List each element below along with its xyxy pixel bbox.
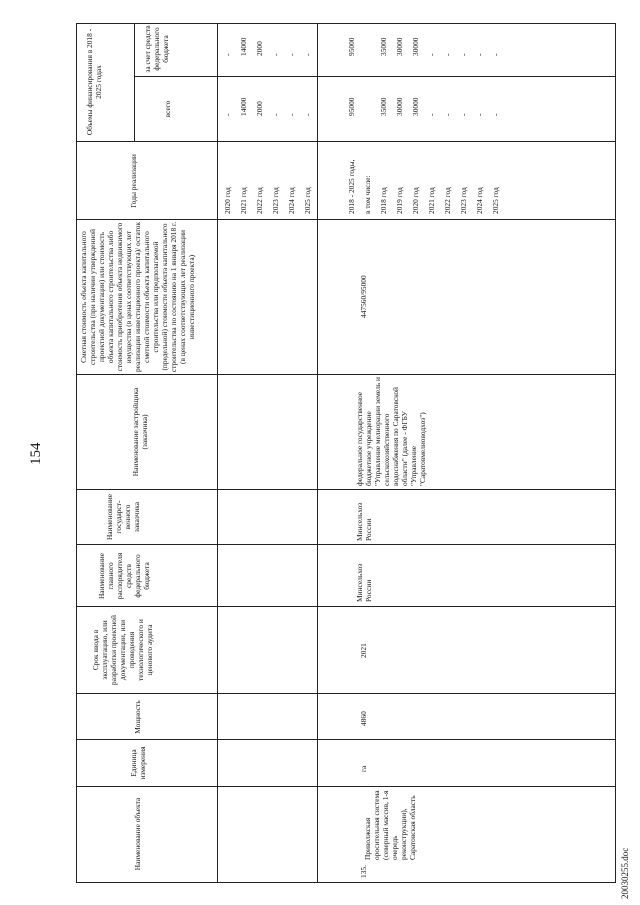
carry-total: - [223,113,232,116]
carry-year: 2021 год [239,187,248,214]
col-divider [77,786,615,787]
carry-federal: - [303,53,312,56]
schedule-total: 30000 [395,97,404,116]
schedule-federal: 30000 [411,37,420,56]
header-developer: Наименование застройщика (заказчика) [131,387,149,477]
carry-total: - [271,113,280,116]
header-capacity: Мощность [133,700,142,734]
page-number: 154 [28,442,44,465]
carry-year: 2020 год [223,187,232,214]
developer: федеральное государственное бюджетное учреждение "Управление мелиорации земель и сельскохозяйственного водоснабжения по Саратовской области" (далее - ФГБУ "Управление "Саратовмелиоводхоз") [355,377,427,486]
unit: га [359,765,368,772]
schedule-year: 2025 год [491,187,500,214]
schedule-year: 2021 год [427,187,436,214]
schedule-year: 2022 год [443,187,452,214]
commissioning: 2021 [359,643,368,658]
schedule-total: - [491,113,500,116]
col-divider [134,76,615,77]
carry-total: - [287,113,296,116]
schedule-federal: - [475,53,484,56]
schedule-federal: 30000 [395,37,404,56]
funding-group-divider [134,24,135,142]
financing-table [76,23,616,883]
header-funding-group: Объемы финансирования в 2018 - 2025 годах [85,28,103,136]
carry-total: 2000 [255,101,264,116]
schedule-federal: - [459,53,468,56]
header-years: Годы реализации [129,154,138,208]
col-divider [77,219,615,220]
main-manager: Минсельхоз России [355,563,373,602]
schedule-federal: 95000 [347,37,356,56]
schedule-total: - [459,113,468,116]
schedule-year: 2019 год [395,187,404,214]
schedule-federal: - [491,53,500,56]
header-unit: Единица измерения [129,746,147,780]
col-divider [77,606,615,607]
header-state-customer: Наименование государст-венного заказчика [105,493,141,541]
header-main-manager: Наименование главного распорядителя средств федерального бюджета [97,552,151,600]
col-divider [77,374,615,375]
header-estimated-cost: Сметная стоимость объекта капитального строительства (при наличии утвержденной проектной документации) или стоимость объекта капитального строительства либо стоимость приобретения объекта недвижимого имущества (в ценах соответствующих лет реализации инвестиционного проекта)/ остаток сметной стоимости объекта капитального строительства или предполагаемой (предельной) стоимости объекта капитального строительства по состоянию на 1 января 2018 г. (в ценах соответствующих лет реализации инвестиционного проекта) [79,221,196,373]
col-divider [77,544,615,545]
col-divider [77,693,615,694]
carry-federal: - [271,53,280,56]
carry-total: - [303,113,312,116]
schedule-total: 35000 [379,97,388,116]
col-divider [77,489,615,490]
state-customer: Минсельхоз России [355,502,373,541]
footer-file: 20030255.doc [620,847,630,899]
carry-federal: 2000 [255,41,264,56]
header-federal: за счет средств федерального бюджета [143,25,170,73]
col-divider [77,141,615,142]
schedule-total: 95000 [347,97,356,116]
schedule-federal: - [443,53,452,56]
schedule-federal: 35000 [379,37,388,56]
object-name: Приволжская оросительная система (северный массив, 1-я очередь реконструкции), Саратовская область [363,790,417,860]
col-divider [77,739,615,740]
schedule-year: 2024 год [475,187,484,214]
carry-total: 14000 [239,97,248,116]
schedule-total: - [475,113,484,116]
header-divider [217,24,218,882]
carry-year: 2022 год [255,187,264,214]
carry-federal: - [287,53,296,56]
schedule-year: 2018 год [379,187,388,214]
carry-year: 2023 год [271,187,280,214]
header-commissioning: Срок ввода в эксплуатацию, или разработки проектной документации, или проведения технологического и ценового аудита [91,615,154,685]
schedule-year: в том числе: [363,175,372,214]
row-divider [317,24,318,882]
schedule-total: - [443,113,452,116]
header-object-name: Наименование объекта [133,797,142,871]
schedule-year: 2023 год [459,187,468,214]
carry-year: 2024 год [287,187,296,214]
row-number: 135. [359,865,368,878]
schedule-year: 2020 год [411,187,420,214]
schedule-total: - [427,113,436,116]
schedule-federal: - [427,53,436,56]
schedule-total: 30000 [411,97,420,116]
carry-federal: - [223,53,232,56]
capacity: 4860 [359,711,368,726]
schedule-year: 2018 - 2025 годы, [347,159,356,214]
header-total: всего [163,100,172,118]
estimated-cost: 447560/95000 [359,275,368,318]
carry-year: 2025 год [303,187,312,214]
carry-federal: 14000 [239,37,248,56]
